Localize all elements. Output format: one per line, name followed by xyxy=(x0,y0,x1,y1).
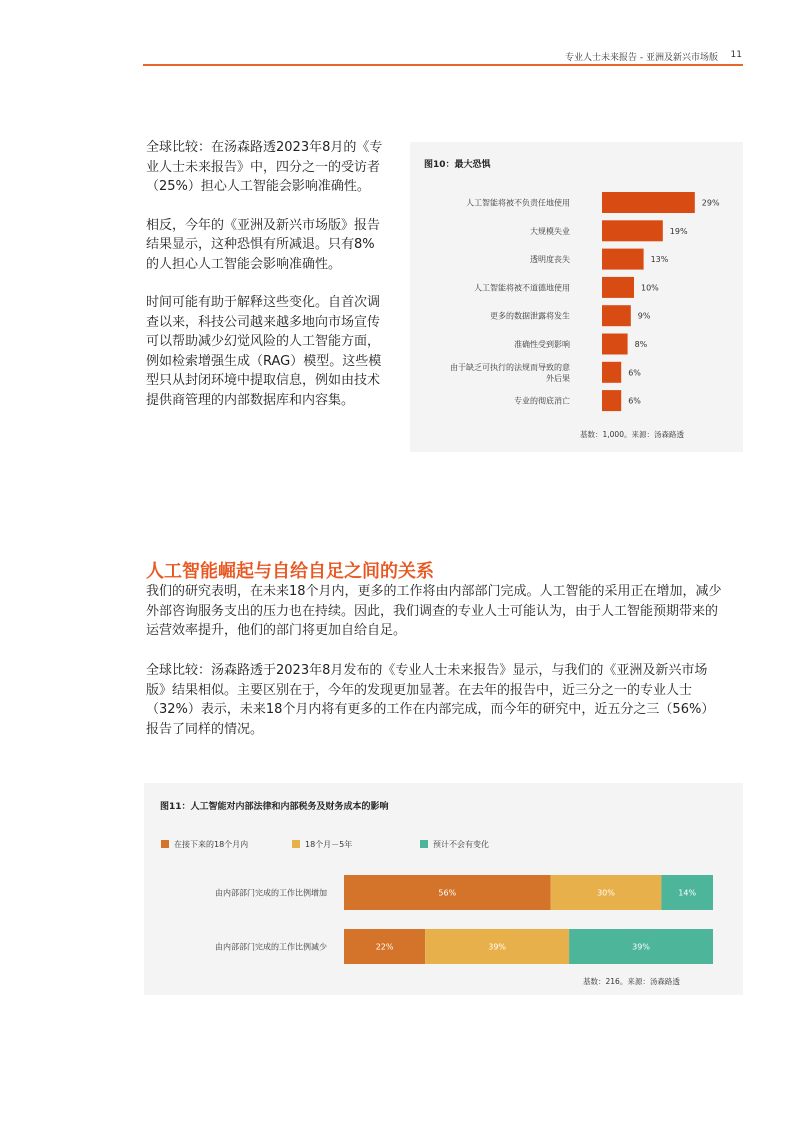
value-label: 13% xyxy=(650,255,669,265)
segment-label: 39% xyxy=(632,942,650,952)
bar xyxy=(602,277,634,298)
figure-11-panel xyxy=(144,783,743,995)
legend-label: 18个月－5年 xyxy=(305,840,353,849)
bar xyxy=(602,305,631,326)
figure-10-panel xyxy=(410,142,743,452)
page-number: 11 xyxy=(730,50,742,60)
category-label: 人工智能将被不负责任地使用 xyxy=(466,198,570,208)
value-label: 6% xyxy=(628,396,641,406)
category-label: 由于缺乏可执行的法规而导致的意 xyxy=(450,362,570,372)
value-label: 9% xyxy=(637,311,651,321)
value-label: 10% xyxy=(641,283,659,293)
category-label: 人工智能将被不道德地使用 xyxy=(474,283,570,293)
section-paragraph-2: 全球比较：汤森路透于2023年8月发布的《专业人士未来报告》显示，与我们的《亚洲及新兴市场版》结果相似。主要区别在于，今年的发现更加显著。在去年的报告中，近三分之一的专业人士（32%）表示，未来18个月内将有更多的工作在内部完成，而今年的研究中，近五分之三（56%）报告了同样的情况。 xyxy=(146,663,715,737)
segment-label: 22% xyxy=(375,942,394,952)
paragraph-global-comparison: 全球比较：在汤森路透2023年8月的《专业人士未来报告》中，四分之一的受访者（25%）担心人工智能会影响准确性。 xyxy=(146,140,383,194)
section-paragraph-1: 我们的研究表明，在未来18个月内，更多的工作将由内部部门完成。人工智能的采用正在增加，减少外部咨询服务支出的压力也在持续。因此，我们调查的专业人士可能认为，由于人工智能预期带来的运营效率提升，他们的部门将更加自给自足。 xyxy=(146,584,722,638)
segment-label: 56% xyxy=(438,888,457,898)
legend-label: 在接下来的18个月内 xyxy=(174,840,249,849)
report-title: 专业人士未来报告 - 亚洲及新兴市场版 xyxy=(565,53,718,63)
value-label: 6% xyxy=(628,368,641,378)
category-label: 更多的数据泄露将发生 xyxy=(490,311,570,321)
category-label: 专业的彻底消亡 xyxy=(514,396,570,406)
bar xyxy=(602,390,621,411)
value-label: 8% xyxy=(634,340,648,349)
section-heading: 人工智能崛起与自给自足之间的关系 xyxy=(146,561,434,582)
bar xyxy=(602,220,663,241)
bar xyxy=(602,249,644,270)
segment-label: 39% xyxy=(488,942,507,952)
value-label: 19% xyxy=(669,226,688,236)
figure-10-title: 图10：最大恐惧 xyxy=(424,160,491,170)
value-label: 29% xyxy=(701,198,720,208)
left-column xyxy=(146,138,384,429)
paragraph-explanation: 时间可能有助于解释这些变化。自首次调查以来，科技公司越来越多地向市场宣传可以帮助减少幻觉风险的人工智能方面，例如检索增强生成（RAG）模型。这些模型只从封闭环境中提取信息，例如由技术提供商管理的内部数据库和内容集。 xyxy=(146,295,382,408)
figure-11-title: 图11：人工智能对内部法律和内部税务及财务成本的影响 xyxy=(160,802,389,812)
figure-10-source: 基数：1,000。来源：汤森路透 xyxy=(580,430,684,439)
category-label: 由内部部门完成的工作比例减少 xyxy=(215,942,327,952)
figure-11-chart xyxy=(144,783,743,995)
category-label: 准确性受到影响 xyxy=(514,340,570,349)
figure-10-chart xyxy=(410,142,743,452)
bar xyxy=(602,362,621,383)
segment-label: 14% xyxy=(678,888,697,898)
category-label: 大规模失业 xyxy=(530,226,570,236)
category-label: 外后果 xyxy=(546,373,570,383)
bar xyxy=(602,334,628,355)
category-label: 透明度丧失 xyxy=(530,255,570,265)
category-label: 由内部部门完成的工作比例增加 xyxy=(215,888,327,898)
paragraph-contrast: 相反，今年的《亚洲及新兴市场版》报告结果显示，这种恐惧有所减退。只有8%的人担心人工智能会影响准确性。 xyxy=(146,217,381,272)
legend-label: 预计不会有变化 xyxy=(433,840,489,849)
header-divider xyxy=(143,64,743,66)
bar xyxy=(602,192,695,213)
segment-label: 30% xyxy=(597,888,615,898)
figure-11-source: 基数：216。来源：汤森路透 xyxy=(583,977,680,986)
